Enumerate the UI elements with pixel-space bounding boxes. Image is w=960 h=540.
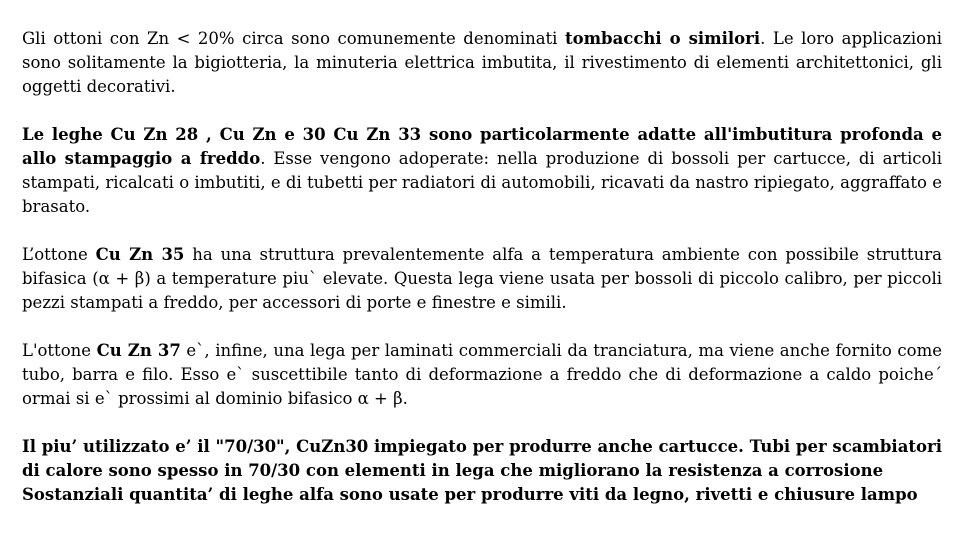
paragraph-cuzn28-33 bbox=[22, 123, 942, 219]
text-line: Il piu’ utilizzato e’ il "70/30", CuZn30 impiegato per produrre anche cartucce. Tubi per scambiatori di calore sono spesso in 70/30 con elementi in lega che migliorano la resistenza a corrosione bbox=[22, 437, 942, 480]
paragraph-cuzn37 bbox=[22, 339, 942, 411]
text-run: L'ottone bbox=[22, 341, 97, 360]
document-body bbox=[22, 27, 942, 507]
text-run: . Le loro applicazioni sono solitamente la bigiotteria, la minuteria elettrica imbutita, il rivestimento di elementi architettonici, gli oggetti decorativi. bbox=[22, 29, 943, 96]
paragraph-tombacchi bbox=[22, 27, 942, 99]
text-run: . Esse vengono adoperate: nella produzione di bossoli per cartucce, di articoli stampati, ricalcati o imbutiti, e di tubetti per radiatori di automobili, ricavati da nastro ripiegato, aggraffato e brasato. bbox=[22, 149, 942, 216]
paragraph-70-30 bbox=[22, 435, 942, 507]
bold-term: Le leghe Cu Zn 28 , Cu Zn e 30 Cu Zn 33 sono particolarmente adatte all'imbutitura profonda e allo stampaggio a freddo bbox=[22, 125, 942, 168]
text-line: Sostanziali quantita’ di leghe alfa sono usate per produrre viti da legno, rivetti e chiusure lampo bbox=[22, 485, 918, 504]
text-run: e`, infine, una lega per laminati commerciali da tranciatura, ma viene anche fornito come tubo, barra e filo. Esso e` suscettibile tanto di deformazione a freddo che di deformazione a caldo poiche´ ormai si e` prossimi al dominio bifasico α + β. bbox=[22, 341, 942, 408]
bold-term: Cu Zn 37 bbox=[96, 341, 181, 360]
text-run: Gli ottoni con Zn < 20% circa sono comunemente denominati bbox=[22, 29, 565, 48]
bold-term: tombacchi o similori bbox=[564, 29, 761, 48]
text-run: L’ottone bbox=[22, 245, 96, 264]
paragraph-cuzn35 bbox=[22, 243, 942, 315]
text-run: ha una struttura prevalentemente alfa a temperatura ambiente con possibile struttura bifasica (α + β) a temperature piu` elevate. Questa lega viene usata per bossoli di piccolo calibro, per piccoli pezzi stampati a freddo, per accessori di porte e finestre e simili. bbox=[22, 245, 942, 312]
bold-term: Cu Zn 35 bbox=[95, 245, 185, 264]
